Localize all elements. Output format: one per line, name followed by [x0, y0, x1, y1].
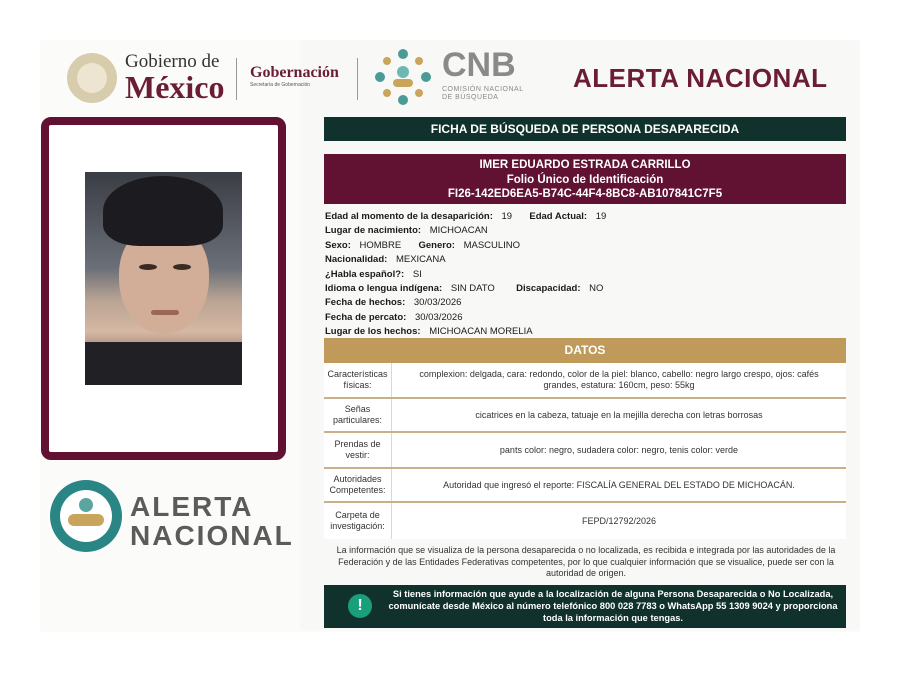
gobernacion-subtext: Secretaría de Gobernación [250, 82, 311, 88]
logo-line-1: ALERTA [130, 491, 254, 522]
gobernacion-text: Gobernación [250, 64, 339, 81]
gobierno-de-text: Gobierno de [125, 51, 220, 72]
datos-label: Carpeta de investigación: [324, 503, 392, 539]
header-divider [236, 58, 237, 100]
alert-title: ALERTA NACIONAL [573, 63, 828, 93]
lugar-nac-value: MICHOACAN [429, 225, 488, 237]
datos-table [324, 363, 846, 539]
sexo-label: Sexo: [325, 239, 351, 251]
folio-label: Folio Único de Identificación [506, 173, 664, 186]
cnb-logo-icon [372, 46, 434, 108]
contact-banner [324, 585, 846, 628]
header-divider-2 [357, 58, 358, 100]
logo-line-2: NACIONAL [130, 520, 294, 552]
table-row [324, 433, 846, 469]
table-row [324, 363, 846, 399]
person-photo [85, 172, 242, 385]
discapacidad-value: NO [589, 283, 604, 295]
person-name-header [324, 154, 846, 204]
alerta-nacional-logo-text [130, 492, 294, 551]
national-seal-icon [67, 53, 117, 103]
datos-label: Señas particulares: [324, 399, 392, 431]
alerta-nacional-logo-icon [50, 480, 122, 552]
lugar-hechos-value: MICHOACAN MORELIA [429, 326, 533, 338]
idioma-label: Idioma o lengua indígena: [325, 283, 443, 295]
nacionalidad-value: MEXICANA [395, 254, 446, 266]
cnb-subtitle-2: DE BÚSQUEDA [442, 94, 499, 102]
folio-value: FI26-142ED6EA5-B74C-44F4-8BC8-AB107841C7F5 [447, 188, 723, 200]
cnb-acronym: CNB [442, 46, 516, 84]
espanol-label: ¿Habla español?: [325, 268, 405, 280]
fecha-hechos-label: Fecha de hechos: [325, 297, 406, 309]
contact-text: Si tienes información que ayude a la localización de alguna Persona Desaparecida o No Localizada, comunícate desde México al número telefónico 800 028 7783 o WhatsApp 55 1309 9024 y proporciona toda la información que tengas. [388, 589, 838, 623]
edad-actual-label: Edad Actual: [529, 211, 588, 222]
nacionalidad-label: Nacionalidad: [325, 254, 388, 266]
lugar-hechos-label: Lugar de los hechos: [325, 326, 421, 338]
espanol-value: SI [412, 268, 422, 280]
sexo-value: HOMBRE [359, 239, 402, 251]
table-row [324, 399, 846, 433]
person-name: IMER EDUARDO ESTRADA CARRILLO [479, 159, 691, 171]
cnb-subtitle-1: COMISIÓN NACIONAL [442, 86, 524, 93]
fecha-hechos-value: 30/03/2026 [413, 297, 462, 309]
disclaimer-text: La información que se visualiza de la persona desaparecida o no localizada, es recibida e integrada por las autoridades de la Federación y de las Entidades Federativas competentes, por lo que cualquier información que se visualice, puede ser con la autoridad de origen. [336, 545, 836, 578]
table-row [324, 503, 846, 539]
gobernacion-logo [250, 64, 339, 88]
fecha-percato-value: 30/03/2026 [414, 311, 463, 323]
info-icon: ! [348, 594, 372, 618]
idioma-value: SIN DATO [450, 283, 495, 295]
fecha-percato-label: Fecha de percato: [325, 311, 407, 323]
datos-label: Prendas de vestir: [324, 433, 392, 467]
datos-value: cicatrices en la cabeza, tatuaje en la mejilla derecha con letras borrosas [475, 409, 763, 420]
person-details [325, 210, 606, 340]
cnb-logo-text [442, 48, 524, 103]
gobierno-de-mexico-logo [67, 52, 225, 103]
lugar-nac-label: Lugar de nacimiento: [325, 225, 422, 237]
discapacidad-label: Discapacidad: [516, 283, 581, 295]
datos-value: FEPD/12792/2026 [581, 515, 657, 526]
datos-label: Características físicas: [324, 363, 392, 397]
ficha-title: FICHA DE BÚSQUEDA DE PERSONA DESAPARECIDA [324, 117, 846, 141]
edad-desap-label: Edad al momento de la desaparición: [325, 211, 493, 222]
datos-value: Autoridad que ingresó el reporte: FISCALÍA GENERAL DEL ESTADO DE MICHOACÁN. [443, 479, 795, 490]
mexico-text: México [125, 69, 225, 105]
datos-label: Autoridades Competentes: [324, 469, 392, 501]
table-row [324, 469, 846, 503]
genero-label: Genero: [418, 239, 455, 251]
datos-value: pants color: negro, sudadera color: negro, tenis color: verde [499, 444, 739, 455]
datos-title: DATOS [324, 338, 846, 363]
edad-actual-value: 19 [595, 211, 607, 222]
edad-desap-value: 19 [501, 211, 513, 222]
genero-value: MASCULINO [463, 239, 521, 251]
datos-value: complexion: delgada, cara: redondo, color de la piel: blanco, cabello: negro largo crespo, ojos: cafés grandes, estatura: 160cm, peso: 55kg [419, 369, 819, 390]
